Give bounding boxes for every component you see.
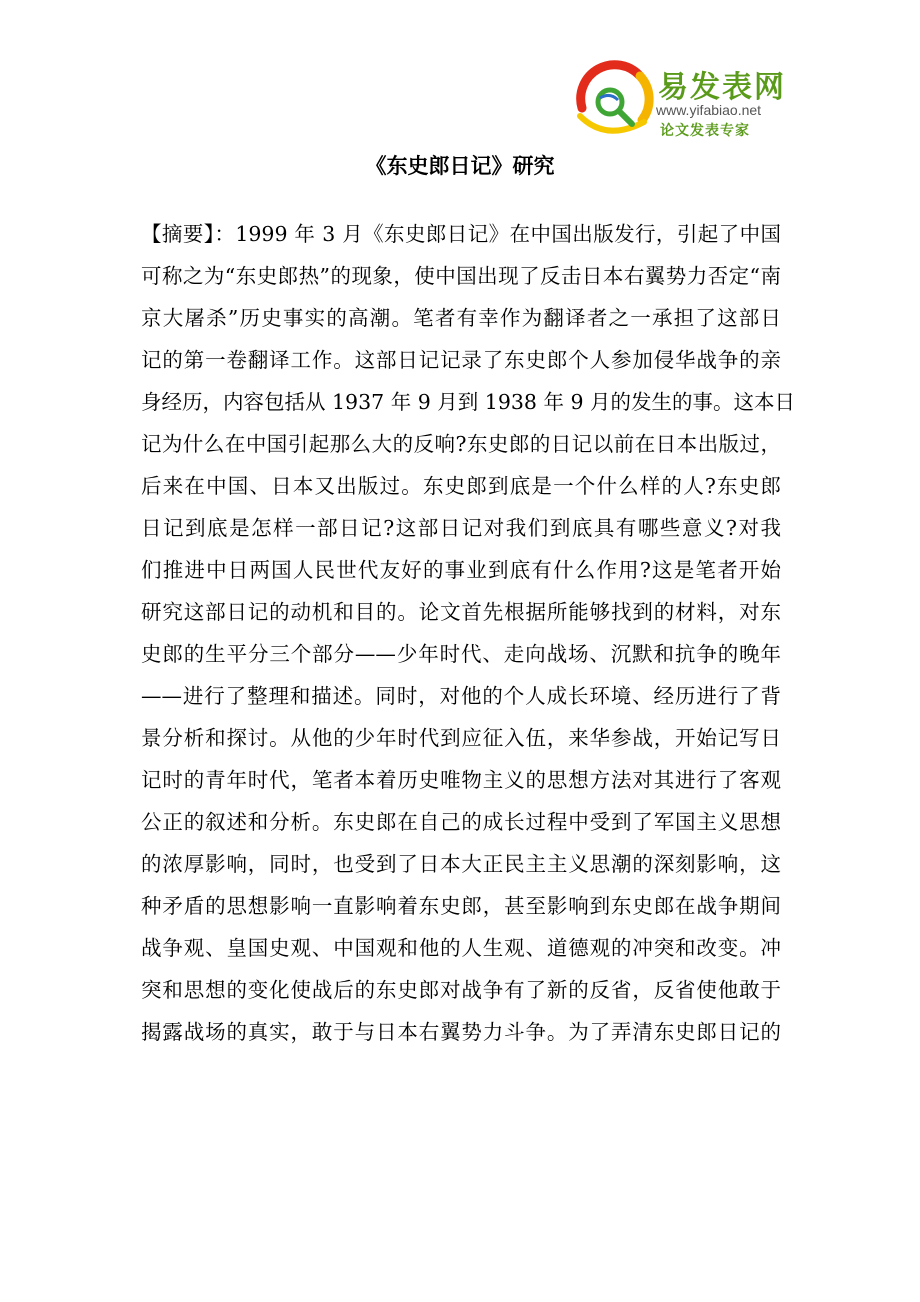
abstract-line: 史郎的生平分三个部分——少年时代、走向战场、沉默和抗争的晚年 xyxy=(141,642,781,666)
abstract-line: 的浓厚影响，同时，也受到了日本大正民主主义思潮的深刻影响，这 xyxy=(141,852,781,876)
abstract-line: 身经历，内容包括从 1937 年 9 月到 1938 年 9 月的发生的事。这本日 xyxy=(141,390,796,414)
site-logo xyxy=(570,58,790,144)
abstract-line: 京大屠杀”历史事实的高潮。笔者有幸作为翻译者之一承担了这部日 xyxy=(141,306,781,330)
abstract-line: 后来在中国、日本又出版过。东史郎到底是一个什么样的人?东史郎 xyxy=(141,474,781,498)
abstract-line: 突和思想的变化使战后的东史郎对战争有了新的反省，反省使他敢于 xyxy=(141,978,781,1002)
logo-slogan: 论文发表专家 xyxy=(660,123,750,139)
abstract-line: 研究这部日记的动机和目的。论文首先根据所能够找到的材料，对东 xyxy=(141,600,781,624)
logo-url: www.yifabiao.net xyxy=(656,102,762,118)
abstract-line: 记的第一卷翻译工作。这部日记记录了东史郎个人参加侵华战争的亲 xyxy=(141,348,781,372)
abstract-line: 日记到底是怎样一部日记?这部日记对我们到底具有哪些意义?对我 xyxy=(141,516,781,540)
abstract-line: 【摘要】：1999 年 3 月《东史郎日记》在中国出版发行，引起了中国 xyxy=(141,222,781,246)
abstract-line: 记为什么在中国引起那么大的反响?东史郎的日记以前在日本出版过， xyxy=(141,432,781,456)
logo-name: 易发表网 xyxy=(658,70,786,105)
abstract-line: 公正的叙述和分析。东史郎在自己的成长过程中受到了军国主义思想 xyxy=(141,810,781,834)
abstract-line: 种矛盾的思想影响一直影响着东史郎，甚至影响到东史郎在战争期间 xyxy=(141,894,781,918)
abstract-line: 们推进中日两国人民世代友好的事业到底有什么作用?这是笔者开始 xyxy=(141,558,781,582)
abstract-line: 战争观、皇国史观、中国观和他的人生观、道德观的冲突和改变。冲 xyxy=(141,936,781,960)
document-title: 《东史郎日记》研究 xyxy=(365,153,555,178)
abstract-line: 揭露战场的真实，敢于与日本右翼势力斗争。为了弄清东史郎日记的 xyxy=(141,1020,781,1044)
abstract-text xyxy=(141,213,796,1053)
abstract-line: 记时的青年时代，笔者本着历史唯物主义的思想方法对其进行了客观 xyxy=(141,768,781,792)
abstract-line: ——进行了整理和描述。同时，对他的个人成长环境、经历进行了背 xyxy=(141,684,781,708)
abstract-line: 可称之为“东史郎热”的现象，使中国出现了反击日本右翼势力否定“南 xyxy=(141,264,781,288)
magnifier-logo-icon xyxy=(570,58,660,144)
abstract-line: 景分析和探讨。从他的少年时代到应征入伍，来华参战，开始记写日 xyxy=(141,726,781,750)
